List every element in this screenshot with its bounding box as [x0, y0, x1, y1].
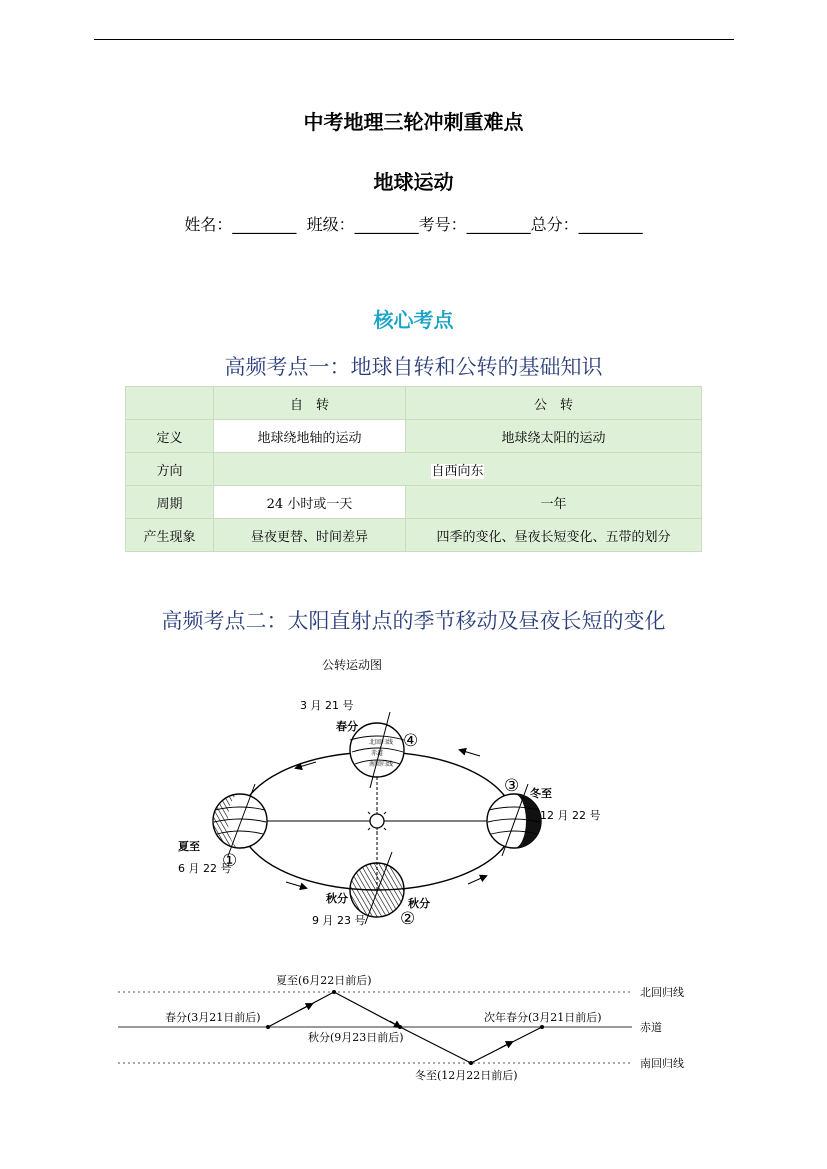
student-info-line: 姓名：________ 班级：________考号：________总分：________ [184, 215, 643, 234]
cell-rotation: 昼夜更替、时间差异 [214, 519, 406, 552]
cell-revolution: 地球绕太阳的运动 [406, 420, 702, 453]
cell-merged-text: 自西向东 [431, 463, 484, 479]
globe-text-south: 南回归线 [369, 761, 394, 768]
row-label: 方向 [126, 453, 214, 486]
label-equator: 赤道 [640, 1021, 662, 1034]
cell-rotation: 地球绕地轴的运动 [214, 420, 406, 453]
row-label: 周期 [126, 486, 214, 519]
globe-summer-icon [213, 784, 267, 856]
col-header-revolution: 公 转 [406, 387, 702, 420]
orbit-arrow-icon [286, 882, 306, 888]
winter-date: 12 月 22 号 [540, 809, 601, 822]
next-spring-point [540, 1025, 544, 1029]
cell-revolution: 四季的变化、昼夜长短变化、五带的划分 [406, 519, 702, 552]
label-summer: 夏至(6月22日前后) [276, 974, 372, 987]
spring-label: 春分 [336, 720, 358, 733]
spring-point [266, 1025, 270, 1029]
num-4: ④ [403, 731, 419, 751]
winter-point [469, 1061, 473, 1065]
cell-rotation: 24 小时或一天 [214, 486, 406, 519]
row-label: 产生现象 [126, 519, 214, 552]
main-title: 中考地理三轮冲刺重难点 [303, 110, 524, 134]
col-header-rotation: 自 转 [214, 387, 406, 420]
row-label: 定义 [126, 420, 214, 453]
sun-path-diagram [118, 973, 684, 1082]
orbit-figure-title: 公转运动图 [322, 658, 383, 672]
autumn-point [398, 1025, 402, 1029]
label-autumn: 秋分(9月23日前后) [308, 1031, 404, 1044]
orbit-arrow-icon [296, 762, 316, 768]
path-arrow-icon [500, 1042, 512, 1048]
num-1: ① [222, 851, 238, 871]
orbit-arrow-icon [460, 750, 480, 756]
orbit-arrow-icon [468, 876, 486, 884]
globe-text-north: 北回归线 [369, 739, 394, 746]
label-winter: 冬至(12月22日前后) [415, 1069, 518, 1082]
summer-point [332, 990, 336, 994]
autumn-date: 9 月 23 号 [312, 914, 366, 927]
spring-date: 3 月 21 号 [300, 699, 354, 712]
summer-label: 夏至 [178, 840, 200, 853]
point2-heading: 高频考点二：太阳直射点的季节移动及昼夜长短的变化 [161, 609, 666, 633]
autumn-label: 秋分 [326, 892, 348, 905]
label-north-tropic: 北回归线 [640, 986, 684, 999]
point1-heading: 高频考点一：地球自转和公转的基础知识 [224, 355, 603, 379]
path-arrow-icon [300, 1004, 312, 1010]
num-2: ② [400, 909, 416, 929]
core-section-title: 核心考点 [373, 308, 454, 332]
sub-title: 地球运动 [373, 170, 454, 194]
label-next-spring: 次年春分(3月21日前后) [484, 1011, 602, 1024]
autumn-label-2: 秋分 [408, 897, 430, 910]
winter-label: 冬至 [530, 787, 552, 800]
label-spring: 春分(3月21日前后) [165, 1011, 261, 1024]
num-3: ③ [504, 776, 520, 796]
summer-date: 6 月 22 号 [178, 862, 232, 875]
cell-revolution: 一年 [406, 486, 702, 519]
globe-text-equator: 赤道 [371, 750, 384, 757]
label-south-tropic: 南回归线 [640, 1057, 684, 1070]
